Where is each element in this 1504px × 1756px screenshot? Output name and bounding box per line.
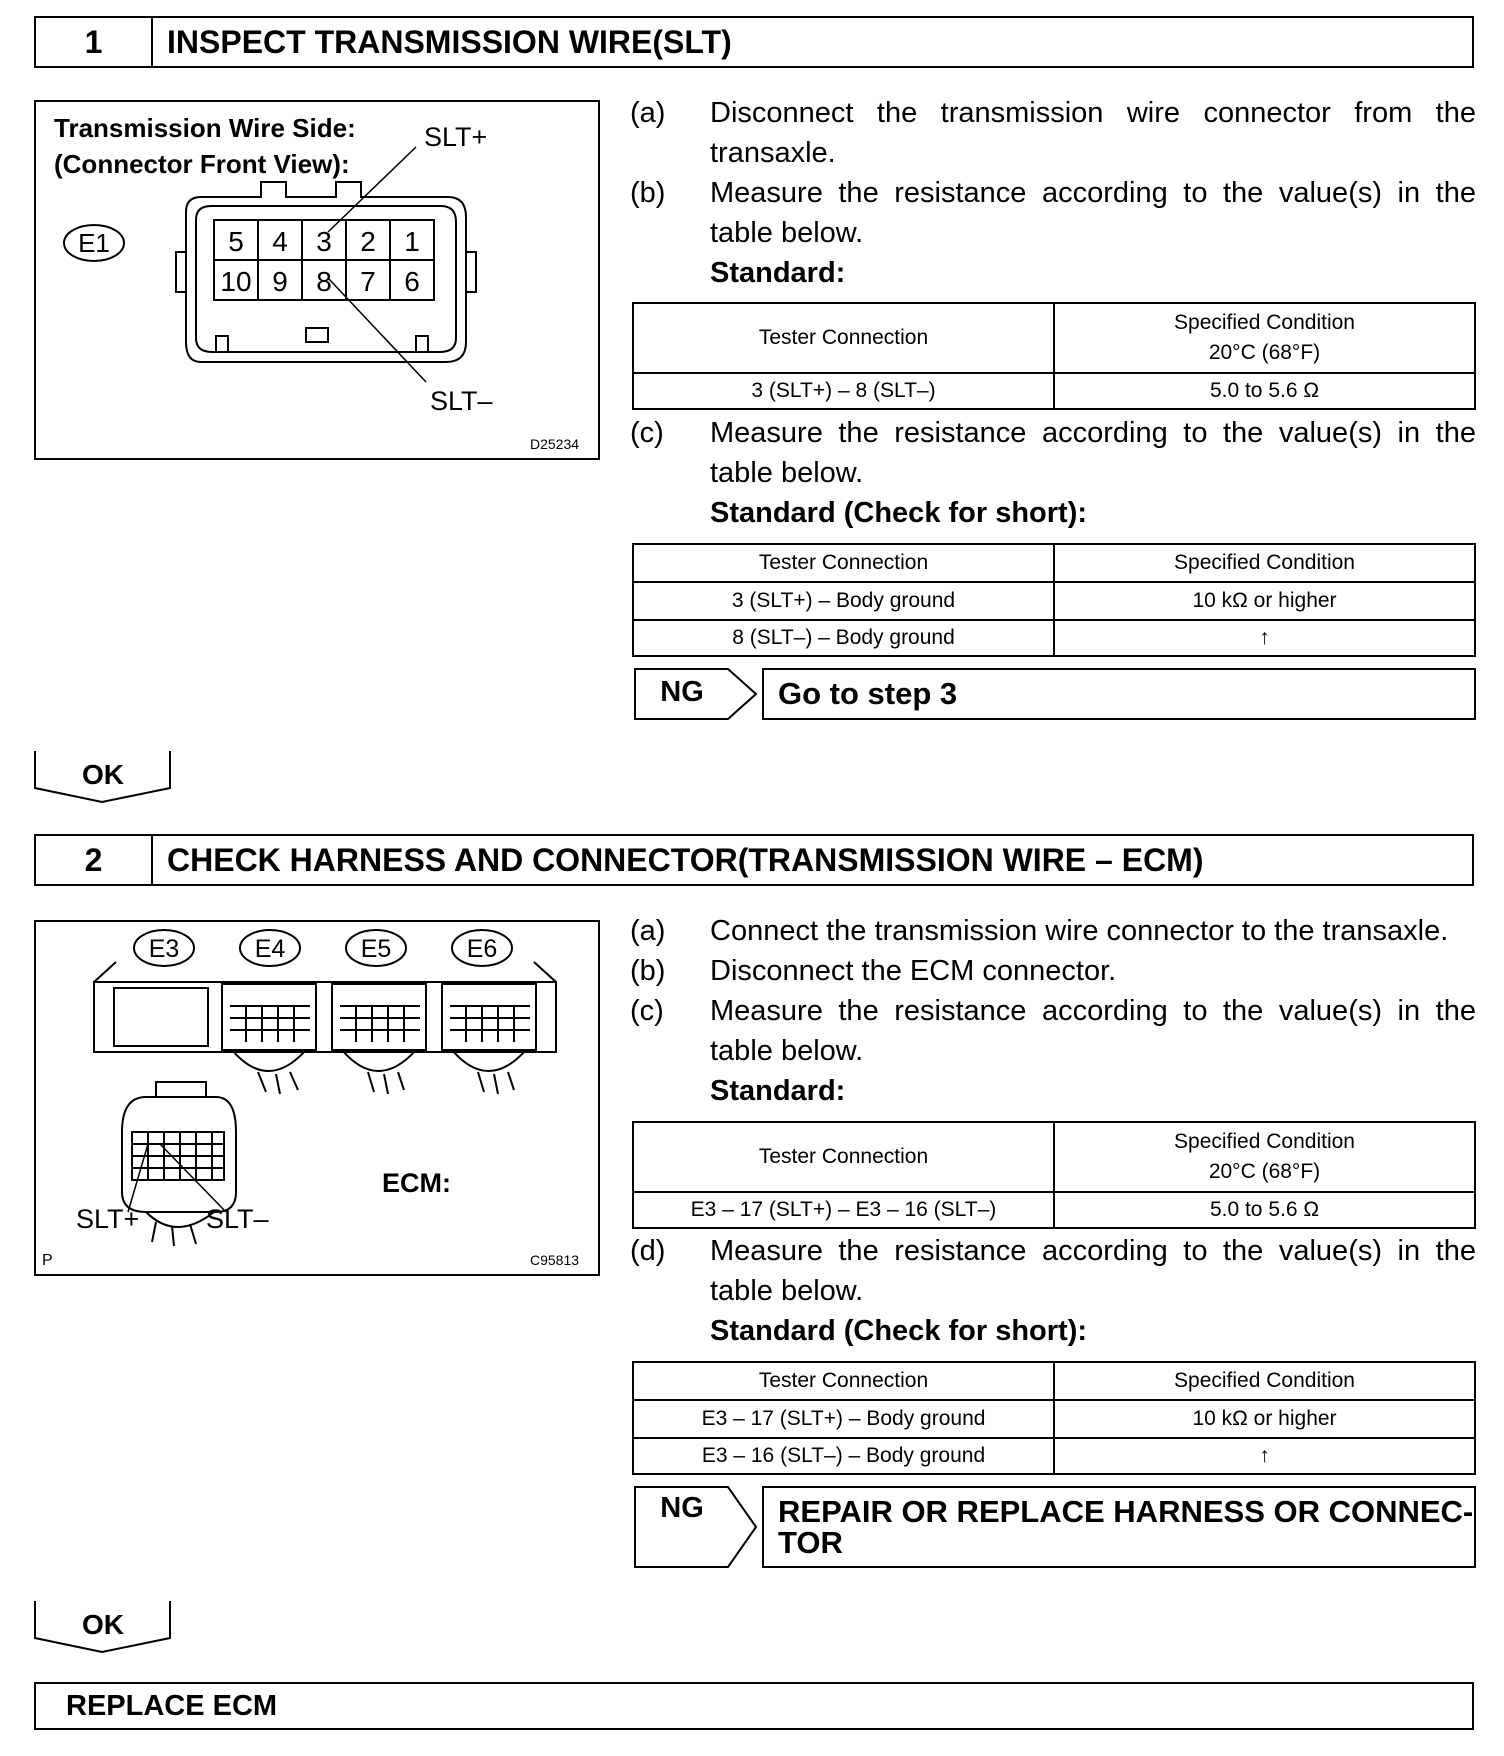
pin-label: 4 xyxy=(272,226,288,257)
step1-ok-badge xyxy=(34,750,174,809)
para-label: (b) xyxy=(630,955,666,987)
figure-id: D25234 xyxy=(530,436,580,452)
step1-ng-result: Go to step 3 xyxy=(762,668,1476,720)
para-label: (c) xyxy=(630,995,664,1027)
pin-label: 6 xyxy=(404,266,420,297)
table-header-condition xyxy=(1054,1122,1475,1192)
final-action-box: REPLACE ECM xyxy=(34,1682,1474,1730)
step2-standard-label: Standard: xyxy=(710,1075,846,1107)
table-header-connection: Tester Connection xyxy=(633,1122,1054,1192)
table-row xyxy=(633,373,1475,409)
pin-label: 8 xyxy=(316,266,332,297)
step1-number: 1 xyxy=(36,18,153,66)
figure-caption-line2: (Connector Front View): xyxy=(54,149,350,179)
table-cell-condition: ↑ xyxy=(1054,620,1475,656)
para-label: (a) xyxy=(630,97,666,129)
slt-plus-label: SLT+ xyxy=(76,1204,140,1234)
header-line2: 20°C (68°F) xyxy=(1208,1160,1321,1183)
para-text: Disconnect the ECM connector. xyxy=(710,955,1117,987)
step1-para-a xyxy=(630,93,1476,173)
table-cell-connection: E3 – 17 (SLT+) – Body ground xyxy=(633,1400,1054,1438)
pin-label: 2 xyxy=(360,226,376,257)
table-header-condition: Specified Condition xyxy=(1054,1362,1475,1400)
header-line1: Specified Condition xyxy=(1174,311,1355,334)
para-text: Measure the resistance according to the value(s) in the table below. xyxy=(710,1235,1476,1307)
pin-label: 5 xyxy=(228,226,244,257)
step1-header xyxy=(34,16,1474,68)
figure-caption-line1: Transmission Wire Side: xyxy=(54,113,356,143)
step2-figure xyxy=(34,920,600,1276)
ecm-label: ECM: xyxy=(382,1168,451,1198)
slt-minus-label: SLT– xyxy=(206,1204,269,1234)
connector-e1-drawing xyxy=(36,102,598,458)
pin-label: 1 xyxy=(404,226,420,257)
table-cell-connection: E3 – 17 (SLT+) – E3 – 16 (SLT–) xyxy=(633,1192,1054,1228)
step1-table2 xyxy=(632,543,1476,657)
step2-para-b xyxy=(630,951,1476,991)
step1-para-c xyxy=(630,413,1476,493)
table-cell-connection: 3 (SLT+) – 8 (SLT–) xyxy=(633,373,1054,409)
step1-standard-label: Standard: xyxy=(710,257,846,289)
pin-label: 3 xyxy=(316,226,332,257)
table-cell-connection: 8 (SLT–) – Body ground xyxy=(633,620,1054,656)
table-cell-condition: ↑ xyxy=(1054,1438,1475,1474)
figure-id: C95813 xyxy=(530,1252,580,1268)
connector-id-text: E4 xyxy=(254,935,286,963)
para-text: Measure the resistance according to the value(s) in the table below. xyxy=(710,177,1476,249)
para-label: (a) xyxy=(630,915,666,947)
table-row xyxy=(633,620,1475,656)
step2-ng-badge xyxy=(634,1486,758,1573)
step1-table1 xyxy=(632,302,1476,410)
pin-label: 7 xyxy=(360,266,376,297)
step2-table1 xyxy=(632,1121,1476,1229)
ng-label: NG xyxy=(660,676,704,708)
table-header-condition: Specified Condition xyxy=(1054,544,1475,582)
table-row xyxy=(633,1400,1475,1438)
table-cell-condition: 5.0 to 5.6 Ω xyxy=(1054,373,1475,409)
table-header-condition xyxy=(1054,303,1475,373)
step2-header xyxy=(34,834,1474,886)
step1-para-b xyxy=(630,173,1476,253)
step1-ng-badge xyxy=(634,668,758,725)
slt-minus-leader xyxy=(160,1144,226,1212)
connector-id-text: E3 xyxy=(148,935,180,963)
step2-standard-short-label: Standard (Check for short): xyxy=(710,1315,1088,1347)
step2-title: CHECK HARNESS AND CONNECTOR(TRANSMISSION WIRE – ECM) xyxy=(167,841,1204,878)
corner-mark: P xyxy=(42,1252,53,1269)
ok-label: OK xyxy=(82,759,124,790)
para-label: (c) xyxy=(630,417,664,449)
para-label: (b) xyxy=(630,177,666,209)
step2-ng-result xyxy=(762,1486,1476,1568)
table-cell-condition: 5.0 to 5.6 Ω xyxy=(1054,1192,1475,1228)
step2-table2 xyxy=(632,1361,1476,1475)
pin-label: 10 xyxy=(220,266,252,297)
ng-label: NG xyxy=(660,1492,704,1524)
table-header-connection: Tester Connection xyxy=(633,544,1054,582)
slt-minus-label: SLT– xyxy=(430,386,493,416)
table-row xyxy=(633,1438,1475,1474)
step1-title: INSPECT TRANSMISSION WIRE(SLT) xyxy=(167,23,732,60)
table-row xyxy=(633,1192,1475,1228)
table-cell-connection: E3 – 16 (SLT–) – Body ground xyxy=(633,1438,1054,1474)
table-cell-condition: 10 kΩ or higher xyxy=(1054,1400,1475,1438)
table-row xyxy=(633,582,1475,620)
ng-result-line1: REPAIR OR REPLACE HARNESS OR CONNEC- xyxy=(778,1494,1474,1529)
step2-para-a xyxy=(630,911,1476,951)
connector-id-text: E1 xyxy=(78,228,110,258)
step2-para-d xyxy=(630,1231,1476,1311)
header-line2: 20°C (68°F) xyxy=(1208,341,1321,364)
table-cell-connection: 3 (SLT+) – Body ground xyxy=(633,582,1054,620)
para-text: Measure the resistance according to the value(s) in the table below. xyxy=(710,417,1476,489)
connector-id-text: E5 xyxy=(360,935,392,963)
connector-id-text: E6 xyxy=(466,935,498,963)
para-text: Disconnect the transmission wire connector from the transaxle. xyxy=(710,97,1476,169)
step1-standard-short-label: Standard (Check for short): xyxy=(710,497,1088,529)
ok-label: OK xyxy=(82,1609,124,1640)
pin-label: 9 xyxy=(272,266,288,297)
ng-result-line2: TOR xyxy=(778,1525,843,1560)
para-text: Connect the transmission wire connector to the transaxle. xyxy=(710,915,1449,947)
step1-figure xyxy=(34,100,600,460)
table-header-connection: Tester Connection xyxy=(633,303,1054,373)
step2-ok-badge xyxy=(34,1600,174,1659)
para-label: (d) xyxy=(630,1235,666,1267)
step2-para-c xyxy=(630,991,1476,1071)
step2-number: 2 xyxy=(36,836,153,884)
header-line1: Specified Condition xyxy=(1174,1130,1355,1153)
table-cell-condition: 10 kΩ or higher xyxy=(1054,582,1475,620)
slt-plus-label: SLT+ xyxy=(424,122,488,152)
para-text: Measure the resistance according to the value(s) in the table below. xyxy=(710,995,1476,1067)
table-header-connection: Tester Connection xyxy=(633,1362,1054,1400)
